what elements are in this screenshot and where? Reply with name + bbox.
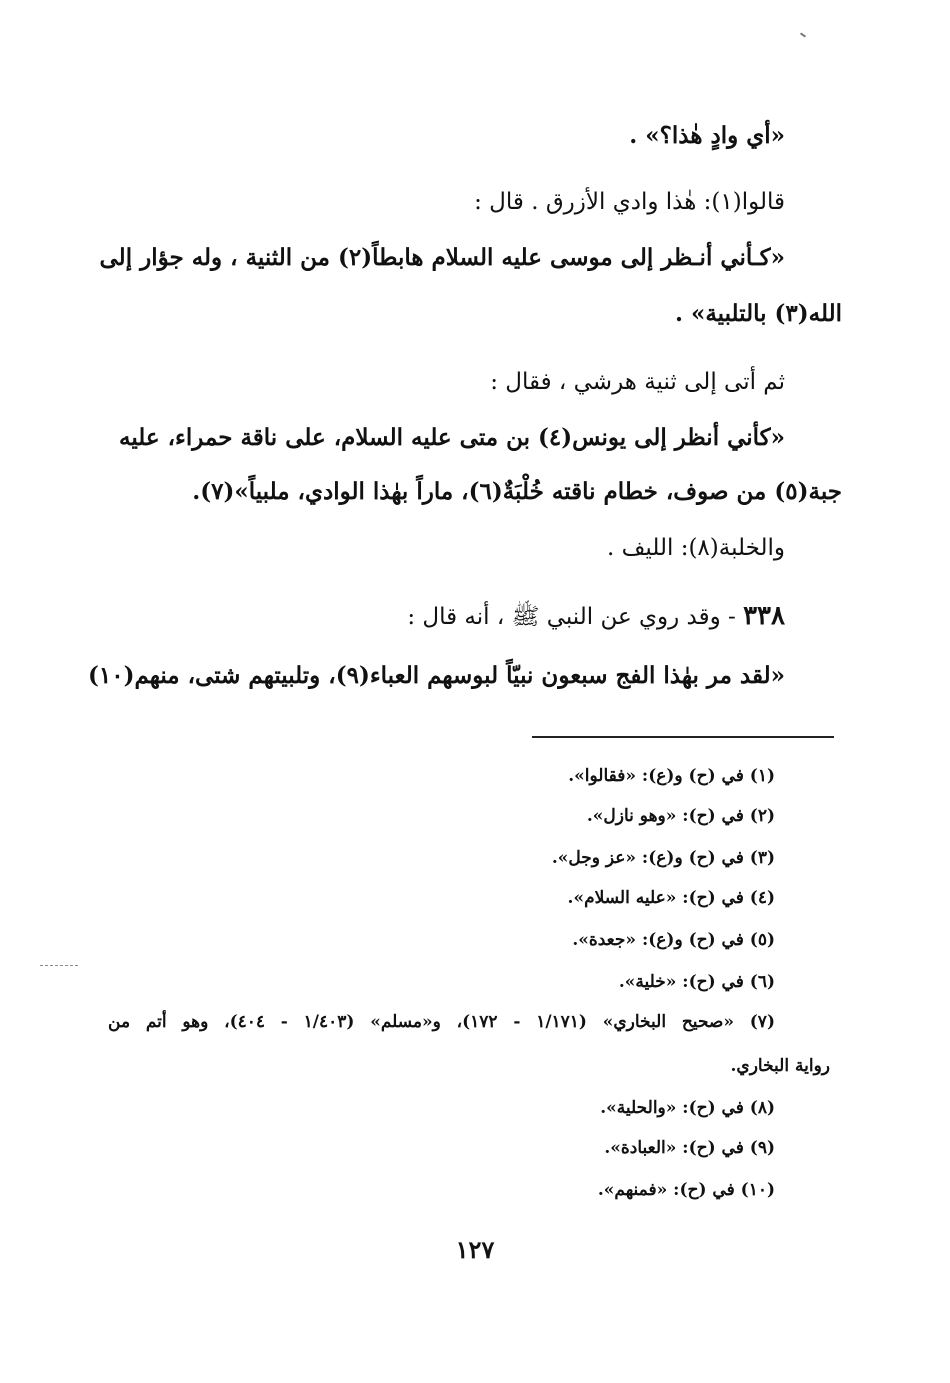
page-number: ١٢٧ (455, 1235, 495, 1264)
body-line-2: قالوا(١): هٰذا وادي الأزرق . قال : (474, 189, 785, 215)
footnote-10: (١٠) في (ح): «فمنهم». (597, 1180, 775, 1200)
body-line-4: الله(٣) بالتلبية» . (674, 300, 842, 327)
footnote-7-continuation: رواية البخاري. (730, 1056, 830, 1076)
margin-dash (40, 965, 78, 966)
body-line-5: ثم أتى إلى ثنية هرشي ، فقال : (490, 369, 785, 395)
body-line-3: «كـأني أنـظر إلى موسى عليه السلام هابطاً(٢) من الثنية ، وله جؤار إلى (99, 244, 785, 271)
body-line-8: والخلبة(٨): الليف . (607, 535, 785, 561)
body-line-7: جبة(٥) من صوف، خطام ناقته خُلْبَةٌ(٦)، ماراً بهٰذا الوادي، ملبياً»(٧). (192, 478, 842, 505)
item-number: ٣٣٨ (743, 601, 785, 631)
footnote-separator (532, 736, 834, 738)
body-line-1: «أي وادٍ هٰذا؟» . (629, 122, 785, 149)
item-338-line (407, 598, 785, 635)
footnote-4: (٤) في (ح): «عليه السلام». (567, 888, 775, 908)
body-line-10: «لقد مر بهٰذا الفج سبعون نبيّاً لبوسهم العباء(٩)، وتلبيتهم شتى، منهم(١٠) (87, 662, 785, 689)
footnote-9: (٩) في (ح): «العبادة». (604, 1138, 775, 1158)
footnote-1: (١) في (ح) و(ع): «فقالوا». (568, 766, 775, 786)
footnote-7: (٧) «صحيح البخاري» (١/١٧١ - ١٧٢)، و«مسلم» (١/٤٠٣ - ٤٠٤)، وهو أتم من (108, 1012, 775, 1032)
footnote-8: (٨) في (ح): «والحلية». (600, 1098, 775, 1118)
footnote-6: (٦) في (ح): «خلية». (618, 972, 775, 992)
footnote-5: (٥) في (ح) و(ع): «جعدة». (572, 930, 775, 950)
footnote-2: (٢) في (ح): «وهو نازل». (586, 806, 775, 826)
item-338-text: - وقد روي عن النبي ﷺ ، أنه قال : (407, 604, 736, 630)
footnote-3: (٣) في (ح) و(ع): «عز وجل». (551, 848, 775, 868)
body-line-6: «كأني أنظر إلى يونس(٤) بن متى عليه السلام، على ناقة حمراء، عليه (119, 424, 785, 451)
scan-speck (800, 32, 806, 37)
